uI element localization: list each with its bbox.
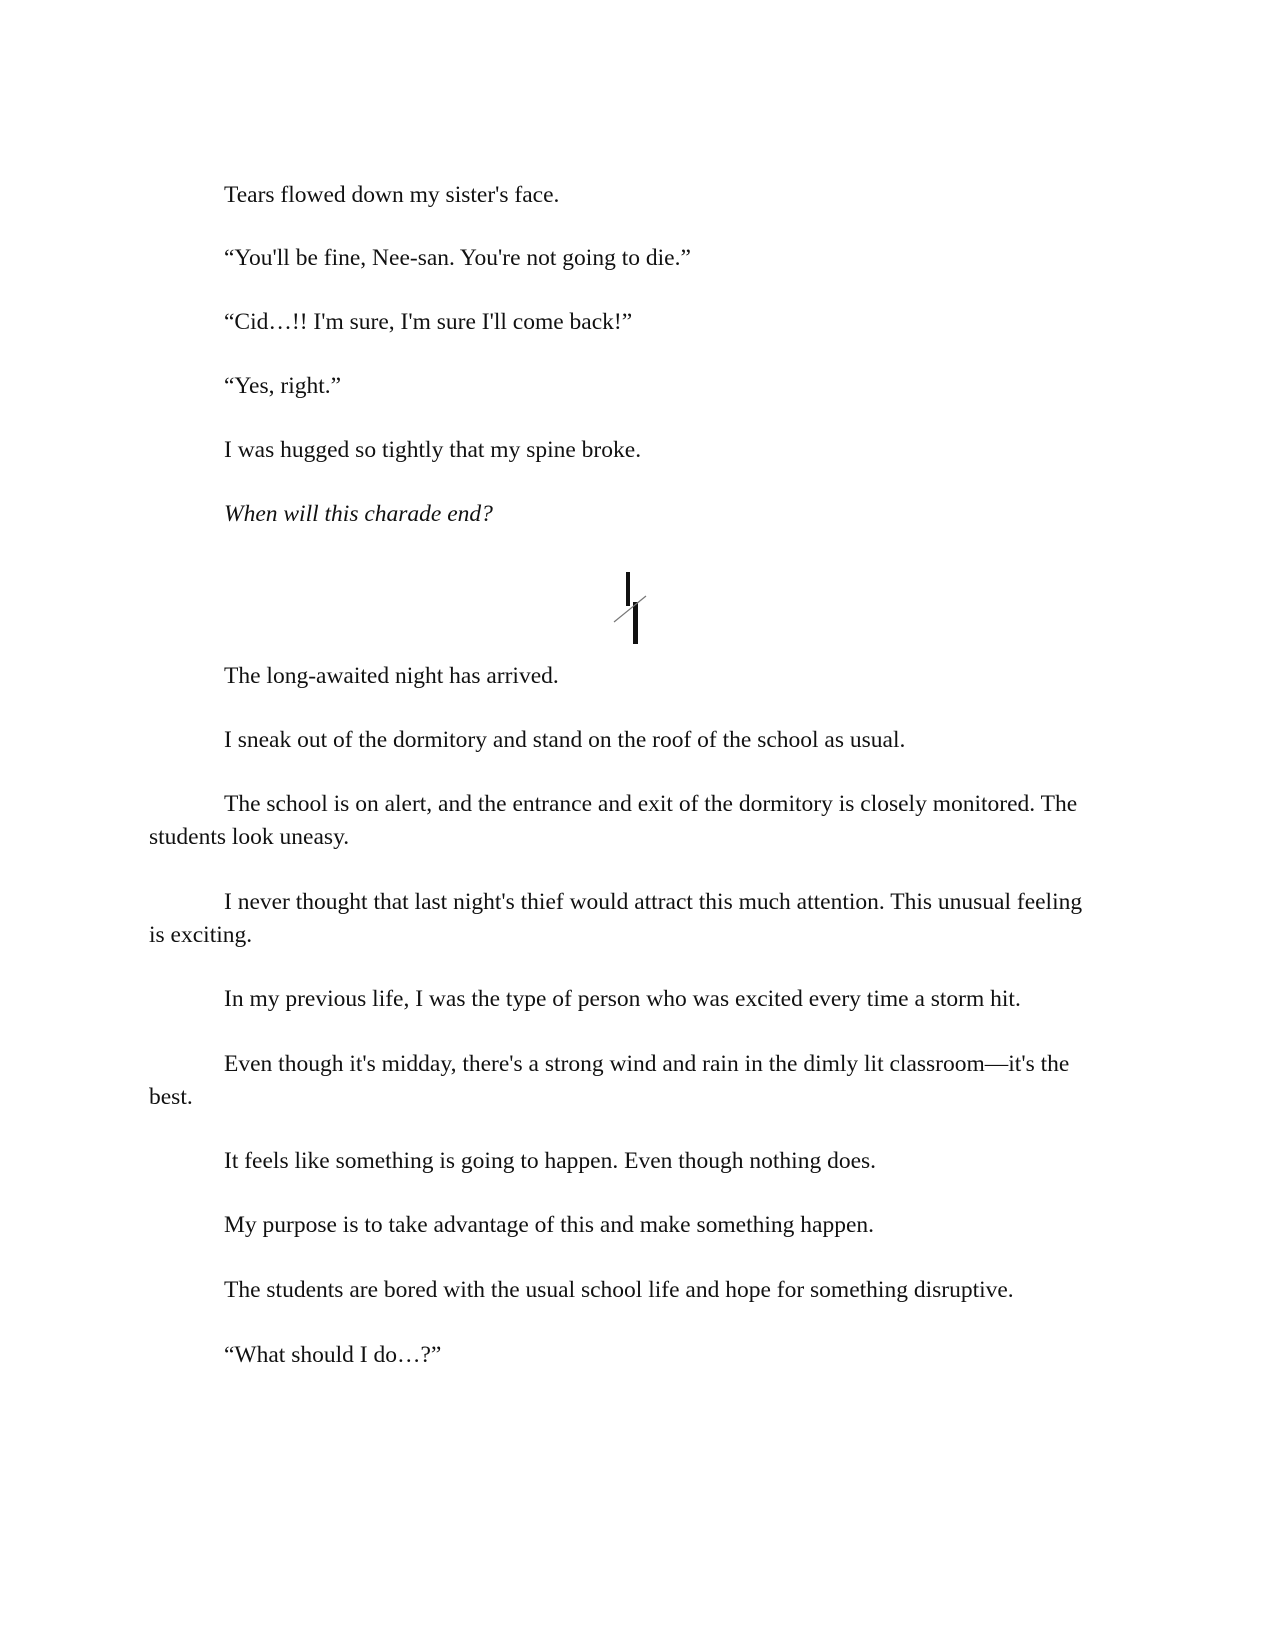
paragraph: The school is on alert, and the entrance and exit of the dormitory is closely monitored. The students look uneasy.: [149, 791, 1078, 850]
scene-break-icon: [610, 572, 660, 644]
paragraph: I never thought that last night's thief would attract this much attention. This unusual feeling is exciting.: [149, 889, 1083, 948]
paragraph: I was hugged so tightly that my spine broke.: [224, 437, 642, 463]
paragraph: “You'll be fine, Nee-san. You're not going to die.”: [224, 245, 691, 271]
paragraph: Tears flowed down my sister's face.: [224, 182, 560, 208]
paragraph: It feels like something is going to happen. Even though nothing does.: [224, 1148, 877, 1174]
paragraph: My purpose is to take advantage of this and make something happen.: [224, 1212, 875, 1238]
paragraph-italic: When will this charade end?: [224, 501, 493, 527]
paragraph: The students are bored with the usual school life and hope for something disruptive.: [224, 1277, 1014, 1303]
paragraph: “Cid…!! I'm sure, I'm sure I'll come back!”: [224, 309, 633, 335]
paragraph: Even though it's midday, there's a strong wind and rain in the dimly lit classroom—it's the best.: [149, 1051, 1070, 1110]
paragraph: “What should I do…?”: [224, 1342, 442, 1368]
paragraph: I sneak out of the dormitory and stand on the roof of the school as usual.: [224, 727, 906, 753]
paragraph: The long-awaited night has arrived.: [224, 663, 559, 689]
paragraph: “Yes, right.”: [224, 373, 342, 399]
paragraph: In my previous life, I was the type of person who was excited every time a storm hit.: [224, 986, 1021, 1012]
